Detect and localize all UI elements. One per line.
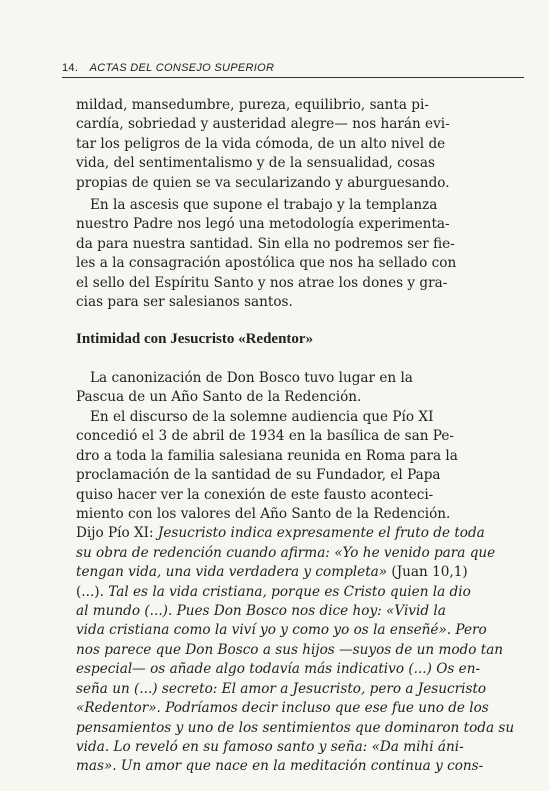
paragraph-2: [76, 196, 526, 312]
text-line: Pascua de un Año Santo de la Redención.: [76, 389, 362, 406]
text-line: vida, del sentimentalismo y de la sensualidad, cosas: [76, 155, 435, 172]
citation: (Juan 10,1): [391, 564, 468, 581]
paragraph-3: [76, 369, 526, 408]
quoted-text: tengan vida, una vida verdadera y completa»: [76, 564, 392, 581]
text-line: En la ascesis que supone el trabajo y la templanza: [90, 197, 438, 213]
quoted-text-line: pensamientos y uno de los sentimientos que dominaron toda su: [76, 719, 515, 736]
text-fragment: (...).: [76, 583, 109, 600]
text-line: el sello del Espíritu Santo y nos atrae los dones y gra-: [76, 274, 448, 291]
quoted-text-line: seña un (...) secreto: El amor a Jesucristo, pero a Jesucristo: [76, 680, 487, 697]
text-line: [76, 524, 526, 543]
text-line: quiso hacer ver la conexión de este fausto aconteci-: [76, 486, 434, 503]
running-header: [62, 62, 524, 74]
quoted-text-line: al mundo (...). Pues Don Bosco nos dice hoy: «Vivid la: [76, 603, 446, 620]
text-line: da para nuestra santidad. Sin ella no podremos ser fie-: [76, 235, 455, 252]
paragraph-4: [76, 408, 526, 777]
text-line: mildad, mansedumbre, pureza, equilibrio, santa pi-: [76, 97, 429, 113]
text-line: En el discurso de la solemne audiencia que Pío XI: [90, 409, 434, 425]
text-line: dro a toda la familia salesiana reunida en Roma para la: [76, 447, 458, 464]
quoted-text-line: «Redentor». Podríamos decir incluso que ese fue uno de los: [76, 700, 489, 717]
text-line: [76, 583, 526, 602]
section-heading: Intimidad con Jesucristo «Redentor»: [76, 331, 314, 347]
text-line: [76, 563, 526, 582]
quoted-text: Jesucristo indica expresamente el fruto de toda: [157, 525, 485, 542]
quoted-text-line: vida cristiana como la viví yo y como yo os la enseñé». Pero: [76, 622, 487, 639]
text-line: La canonización de Don Bosco tuvo lugar en la: [90, 370, 413, 386]
text-line: propias de quien se va secularizando y aburguesando.: [76, 174, 450, 191]
text-line: concedió el 3 de abril de 1934 en la basílica de san Pe-: [76, 428, 454, 445]
page-number: 14.: [62, 62, 79, 74]
quoted-text-line: mas». Un amor que nace en la meditación continua y cons-: [76, 758, 484, 775]
text-line: miento con los valores del Año Santo de la Redención.: [76, 506, 451, 523]
text-line: tar los peligros de la vida cómoda, de un alto nivel de: [76, 135, 446, 152]
paragraph-1: [76, 96, 526, 193]
running-title: ACTAS DEL CONSEJO SUPERIOR: [89, 62, 275, 74]
quoted-text-line: nos parece que Don Bosco a sus hijos —suyos de un modo tan: [76, 641, 504, 658]
text-line: proclamación de la santidad de su Fundador, el Papa: [76, 467, 441, 484]
text-line: cardía, sobriedad y austeridad alegre— nos harán evi-: [76, 116, 450, 133]
quoted-text: Tal es la vida cristiana, porque es Cristo quien la dio: [108, 583, 471, 600]
text-line: cias para ser salesianos santos.: [76, 294, 293, 311]
text-line: les a la consagración apostólica que nos ha sellado con: [76, 255, 457, 272]
quoted-text-line: su obra de redención cuando afirma: «Yo he venido para que: [76, 544, 496, 561]
quoted-text-line: especial— os añade algo todavía más indicativo (...) Os en-: [76, 661, 481, 678]
text-line: nuestro Padre nos legó una metodología experimenta-: [76, 216, 450, 233]
header-rule: [62, 77, 524, 78]
quoted-text-line: vida. Lo reveló en su famoso santo y seña: «Da mihi áni-: [76, 738, 464, 755]
text-fragment: Dijo Pío XI:: [76, 525, 158, 542]
